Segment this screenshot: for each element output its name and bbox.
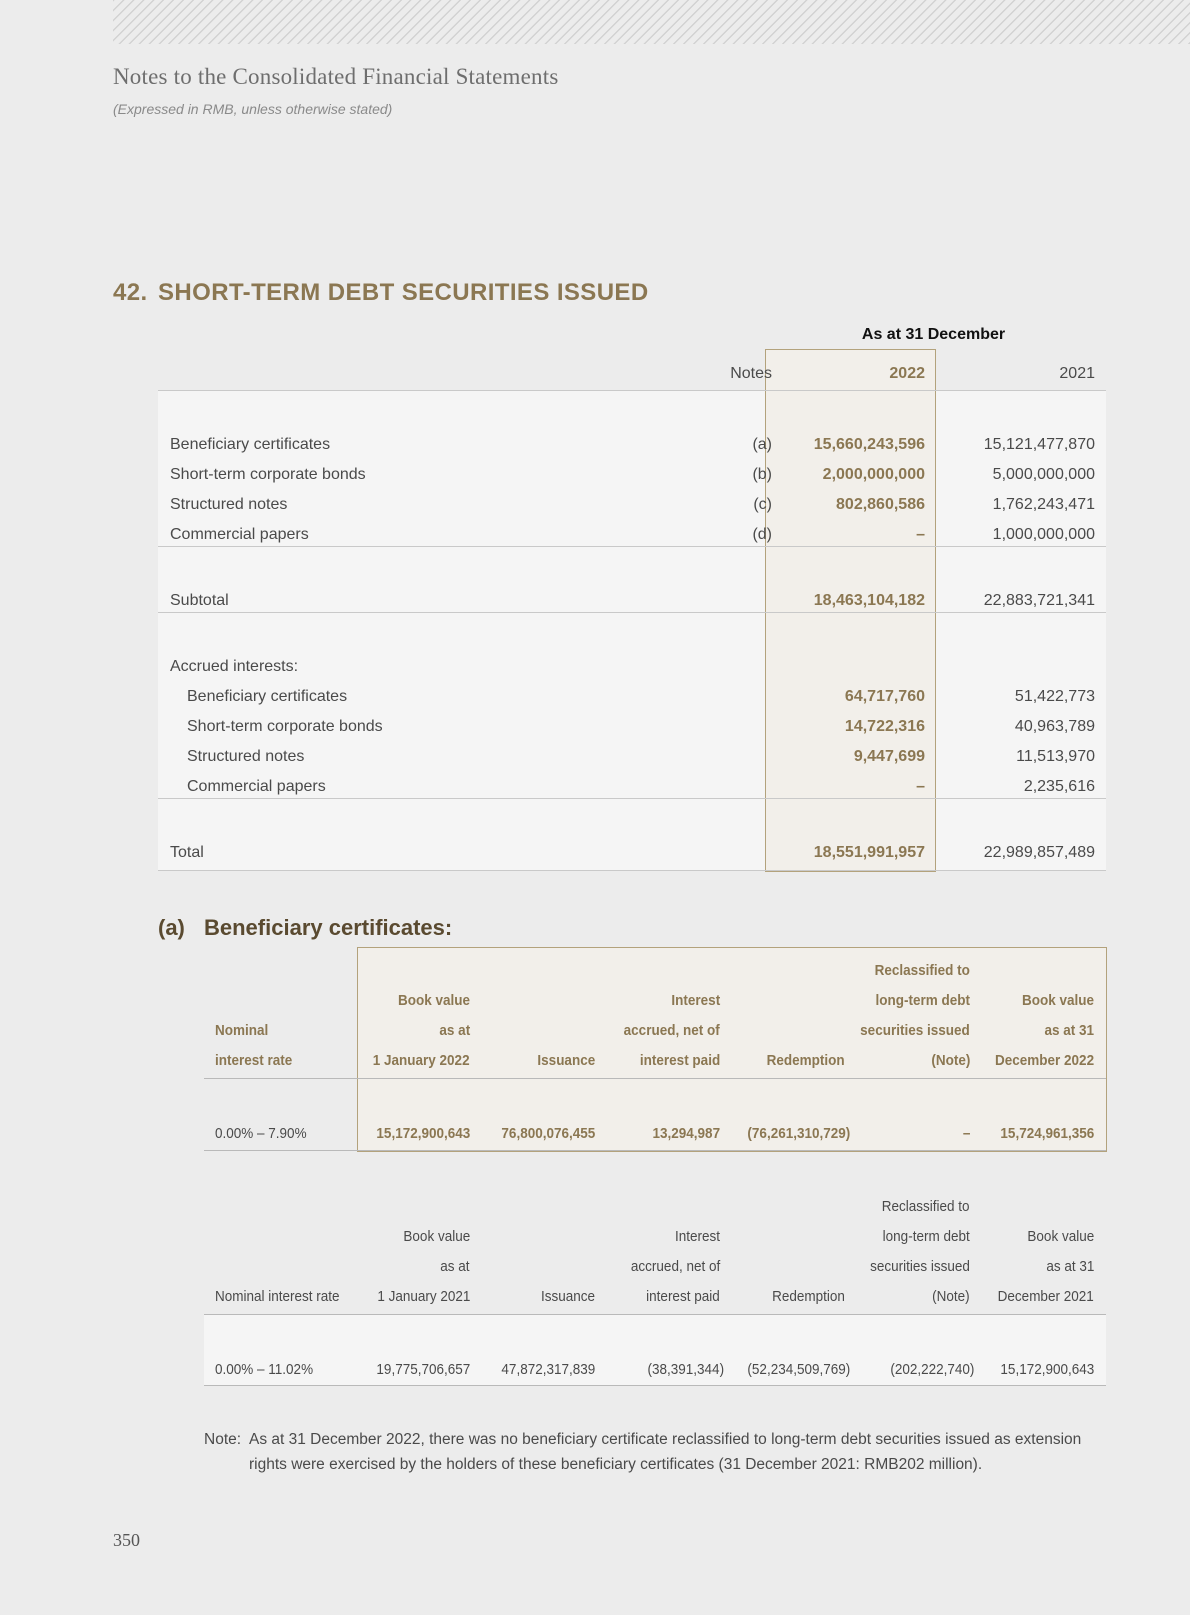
header-closing-line-1: Book value	[1021, 992, 1094, 1009]
row-note: (b)	[752, 466, 772, 483]
divider	[158, 798, 1106, 799]
total-value-2022: 18,551,991,957	[813, 844, 925, 861]
row-value-2022: 2,000,000,000	[822, 466, 925, 483]
header-reclass-line-3: securities issued	[860, 1022, 970, 1039]
document-subtitle: (Expressed in RMB, unless otherwise stated)	[113, 101, 393, 117]
row-value-2022: 15,660,243,596	[813, 436, 925, 453]
header-closing-line-1: Book value	[1027, 1228, 1094, 1245]
total-value-2021: 22,989,857,489	[983, 844, 1095, 861]
header-reclass-line-3: securities issued	[870, 1258, 970, 1275]
divider	[158, 390, 1106, 391]
row-value-2021: 1,762,243,471	[992, 496, 1095, 513]
notes-header: Notes	[730, 365, 772, 382]
row-label: Structured notes	[170, 496, 288, 513]
header-reclass-line-2: long-term debt	[882, 1228, 970, 1245]
row-value-2022: –	[916, 778, 925, 795]
cell-reclass: (202,222,740)	[889, 1361, 974, 1378]
header-reclass-line-1: Reclassified to	[882, 1198, 970, 1215]
header-reclass-line-1: Reclassified to	[874, 962, 970, 979]
header-hatch-band	[113, 0, 1190, 44]
header-closing-line-3: December 2021	[997, 1288, 1094, 1305]
cell-closing: 15,724,961,356	[1000, 1125, 1094, 1142]
header-closing-line-2: as at 31	[1044, 1022, 1094, 1039]
cell-opening: 19,775,706,657	[376, 1361, 470, 1378]
row-label: Beneficiary certificates	[187, 688, 348, 705]
header-redemption: Redemption	[766, 1052, 845, 1069]
row-value-2022: 9,447,699	[853, 748, 925, 765]
row-note: (a)	[752, 436, 772, 453]
header-interest-line-3: interest paid	[639, 1052, 720, 1069]
cell-closing: 15,172,900,643	[1000, 1361, 1094, 1378]
section-title: SHORT-TERM DEBT SECURITIES ISSUED	[158, 279, 649, 306]
cell-issuance: 47,872,317,839	[501, 1361, 595, 1378]
row-label: Short-term corporate bonds	[187, 718, 383, 735]
section-heading	[113, 279, 649, 307]
header-closing-line-2: as at 31	[1045, 1258, 1094, 1275]
row-label: Commercial papers	[187, 778, 326, 795]
row-value-2021: 5,000,000,000	[992, 466, 1095, 483]
header-redemption: Redemption	[772, 1288, 845, 1305]
year-2022-header: 2022	[889, 365, 925, 382]
row-value-2021: 2,235,616	[1023, 778, 1095, 795]
row-note: (c)	[753, 496, 772, 513]
cell-opening: 15,172,900,643	[376, 1125, 470, 1142]
header-interest-line-1: Interest	[671, 992, 720, 1009]
cell-rate: 0.00% – 7.90%	[215, 1125, 307, 1142]
header-interest-line-1: Interest	[674, 1228, 720, 1245]
row-value-2021: 11,513,970	[1016, 748, 1095, 765]
header-rate-line-1: Nominal	[215, 1022, 269, 1039]
row-value-2021: 40,963,789	[1014, 718, 1095, 735]
subsection-title: Beneficiary certificates:	[204, 915, 453, 940]
row-label: Commercial papers	[170, 526, 309, 543]
header-interest-line-2: accrued, net of	[630, 1258, 720, 1275]
header-interest-line-2: accrued, net of	[623, 1022, 720, 1039]
row-value-2022: 802,860,586	[836, 496, 925, 513]
header-opening-line-1: Book value	[397, 992, 470, 1009]
header-issuance: Issuance	[537, 1052, 595, 1069]
subtotal-value-2021: 22,883,721,341	[983, 592, 1095, 609]
page-number: 350	[113, 1530, 140, 1550]
row-value-2021: 1,000,000,000	[992, 526, 1095, 543]
accrued-interests-label: Accrued interests:	[170, 658, 299, 675]
row-value-2021: 15,121,477,870	[983, 436, 1095, 453]
header-rate-line-2: interest rate	[215, 1052, 293, 1069]
header-closing-line-3: December 2022	[994, 1052, 1094, 1069]
cell-reclass: –	[962, 1125, 970, 1142]
cell-interest: (38,391,344)	[647, 1361, 724, 1378]
subsection-marker: (a)	[158, 915, 185, 940]
footnote-text: As at 31 December 2022, there was no beneficiary certificate reclassified to long-term debt securities issued as extension rights were exercised by the holders of these beneficiary certificates (31 December 2021: RMB202 million).	[249, 1431, 1082, 1473]
cell-redemption: (76,261,310,729)	[747, 1125, 850, 1142]
row-value-2022: 14,722,316	[844, 718, 925, 735]
header-interest-line-3: interest paid	[646, 1288, 720, 1305]
divider	[158, 612, 1106, 613]
document-title: Notes to the Consolidated Financial Statements	[113, 64, 559, 89]
section-number: 42.	[113, 279, 148, 306]
cell-interest: 13,294,987	[652, 1125, 720, 1142]
row-label: Short-term corporate bonds	[170, 466, 366, 483]
header-opening-line-3: 1 January 2022	[373, 1052, 470, 1069]
total-label: Total	[170, 844, 204, 861]
footnote	[204, 1427, 1106, 1477]
as-at-header: As at 31 December	[861, 326, 1006, 343]
header-reclass-line-4: (Note)	[932, 1288, 970, 1305]
header-opening-line-3: 1 January 2021	[376, 1288, 470, 1305]
header-reclass-line-2: long-term debt	[875, 992, 970, 1009]
row-label: Beneficiary certificates	[170, 436, 331, 453]
divider	[204, 1314, 1106, 1315]
subtotal-label: Subtotal	[170, 592, 229, 609]
divider	[158, 870, 1106, 871]
row-label: Structured notes	[187, 748, 305, 765]
header-rate: Nominal interest rate	[215, 1288, 340, 1305]
divider	[204, 1078, 1106, 1079]
divider	[204, 1150, 1106, 1151]
cell-redemption: (52,234,509,769)	[747, 1361, 850, 1378]
header-issuance: Issuance	[540, 1288, 595, 1305]
cell-issuance: 76,800,076,455	[501, 1125, 595, 1142]
divider	[158, 546, 1106, 547]
cell-rate: 0.00% – 11.02%	[215, 1361, 314, 1378]
subtotal-value-2022: 18,463,104,182	[813, 592, 925, 609]
subsection-heading	[158, 915, 452, 941]
header-opening-line-1: Book value	[403, 1228, 470, 1245]
row-value-2022: –	[916, 526, 925, 543]
row-value-2021: 51,422,773	[1014, 688, 1095, 705]
header-opening-line-2: as at	[440, 1258, 470, 1275]
row-note: (d)	[752, 526, 772, 543]
header-opening-line-2: as at	[439, 1022, 470, 1039]
divider	[204, 1385, 1106, 1386]
footnote-label: Note:	[204, 1431, 242, 1448]
header-reclass-line-4: (Note)	[931, 1052, 970, 1069]
year-2021-header: 2021	[1059, 365, 1095, 382]
row-value-2022: 64,717,760	[844, 688, 925, 705]
